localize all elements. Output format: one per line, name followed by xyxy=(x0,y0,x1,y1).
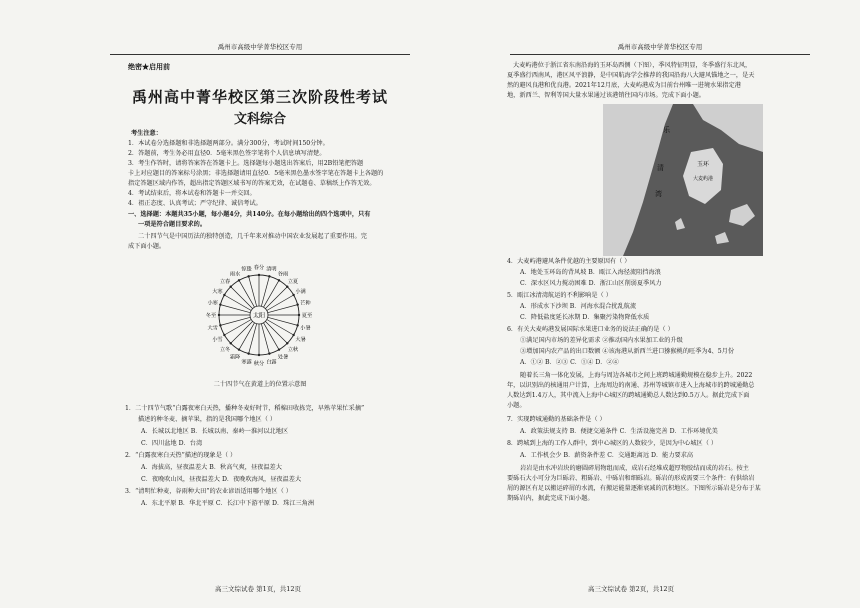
question-options: A．长城以北地区 B．长城以南、秦岭一淮河以北地区 xyxy=(141,428,289,435)
term-point xyxy=(223,334,225,336)
solar-term-label: 寒露 xyxy=(241,359,252,366)
question-text: 6．有关大麦屿港发展国际水果进口业务的说法正确的是（ ） xyxy=(507,326,674,333)
passage-text: 小题。 xyxy=(507,402,526,409)
passage-text: 地，新西兰、智利等国大量水果通过该港销往国内市场。完成下面小题。 xyxy=(507,92,705,99)
term-point xyxy=(292,334,294,336)
term-point xyxy=(247,352,249,354)
wheel-spoke xyxy=(268,305,298,313)
notice-line: 4．考试结束后，将本试卷和答题卡一并交回。 xyxy=(128,190,256,197)
solar-term-label: 白露 xyxy=(266,359,277,366)
solar-term-label: 夏至 xyxy=(301,313,313,319)
term-point xyxy=(258,354,260,356)
solar-term-label: 立秋 xyxy=(287,346,299,353)
question-text: 5．瓯江冰清湾航运的不利影响是（ ） xyxy=(507,292,612,299)
header-rule xyxy=(110,54,410,55)
solar-term-label: 小寒 xyxy=(207,300,218,307)
map-label: 湾 xyxy=(655,190,662,198)
header-rule xyxy=(510,54,810,55)
solar-term-label: 春分 xyxy=(253,265,265,271)
term-point xyxy=(298,314,300,316)
question-options: C．夜晚吹山风，昼夜温差大 D．夜晚吹海风，昼夜温差大 xyxy=(141,476,302,483)
passage-text: 屑的源区有足以搬运碎屑的水流，有搬运能量逐渐衰减的沉积地区。下图所示砾岩是分布于某 xyxy=(507,485,761,492)
solar-term-label: 冬至 xyxy=(205,313,217,319)
term-point xyxy=(238,348,240,350)
wheel-spoke xyxy=(261,324,269,354)
term-point xyxy=(286,342,288,344)
notice-line: 4．祖正态度、认真考试；严守纪律、诚信考试。 xyxy=(128,200,262,207)
wheel-spoke xyxy=(249,324,257,354)
passage-text: 岩岩是由水冲岩块的磨圆碎屑物组而成，成岩石经堆成超厚物胶结而成的岩石。按主 xyxy=(520,465,749,472)
term-point xyxy=(230,286,232,288)
solar-term-label: 立春 xyxy=(219,279,231,286)
solar-term-label: 霜降 xyxy=(229,354,241,361)
notice-heading: 考生注意： xyxy=(131,130,162,137)
question-options: A．工作机会少 B．薪资条件差 C．交通距离远 D．能力要求高 xyxy=(520,452,694,459)
solar-terms-wheel xyxy=(205,257,313,373)
term-point xyxy=(258,274,260,276)
term-point xyxy=(296,303,298,305)
map-label: 大麦屿港 xyxy=(693,176,714,182)
question-options: ①满足国内市场的差异化需求 ②推动国内水果加工业的升级 xyxy=(520,337,683,344)
term-point xyxy=(218,314,220,316)
solar-term-label: 立冬 xyxy=(219,346,231,353)
passage-text: 然的避风良港和优良港。2021年12月底，大麦屿港成为目前台州唯一进境水果指定港 xyxy=(507,82,741,89)
section-heading-cont: 一项是符合题目要求的。 xyxy=(138,221,207,228)
term-point xyxy=(268,275,270,277)
notice-line: 2．答题前，考生务必用直径0．5毫米黑色签字笔将个人信息填写清楚。 xyxy=(128,150,326,157)
solar-term-label: 雨水 xyxy=(229,271,241,278)
wheel-spoke xyxy=(249,276,257,306)
question-text: 8．跨城到上海的工作人群中，到中心城区的人数较少，是因为中心城区（ ） xyxy=(507,440,718,447)
solar-term-label: 大暑 xyxy=(295,337,306,343)
passage-text: 随着长三角一体化发展，上海与周边各城市之间上班跨城通勤规模在稳步上升。2022 xyxy=(520,372,753,379)
question-text: 4．大麦屿港避风条件优越的主要原因有（ ） xyxy=(507,258,631,265)
map-label: 乐 xyxy=(663,126,670,134)
term-point xyxy=(219,303,221,305)
solar-term-label: 芒种 xyxy=(300,300,311,307)
solar-term-label: 清明 xyxy=(266,266,277,273)
exam-title: 禹州高中菁华校区第三次阶段性考试 xyxy=(131,88,388,106)
intro-text: 成下面小题。 xyxy=(128,243,166,250)
term-point xyxy=(268,352,270,354)
passage-text: 人数达到1.4万人，其中流入上海中心城区的跨城通勤总人数达到0.5万人。据此完成下面 xyxy=(507,392,750,399)
page-footer: 高三文综试卷 第1页，共12页 xyxy=(215,585,301,593)
notice-line: 1．本试卷分选择题和非选择题两部分。满分300分，考试时间150分钟。 xyxy=(128,140,329,147)
term-point xyxy=(219,324,221,326)
term-point xyxy=(247,275,249,277)
wheel-spoke xyxy=(268,317,298,325)
page-header: 禹州市高级中学菁华校区专用 xyxy=(617,43,703,51)
passage-text: 期砾岩内，据此完成下面小题。 xyxy=(507,495,594,502)
passage-text: 要砾石大小可分为巨砾岩、粗砾岩、中砾岩和细砾岩。砾岩的形成需要三个条件：有供给岩 xyxy=(507,475,755,482)
wheel-spoke xyxy=(220,305,250,313)
exam-subtitle: 文科综合 xyxy=(233,112,286,127)
solar-term-label: 小雪 xyxy=(212,337,223,343)
question-text: 1．二十四节气歌“白露夜寒白天热，播种冬麦好时节，稻棉田收拣完，早熟苹果忙采摘” xyxy=(125,405,365,412)
term-point xyxy=(278,279,280,281)
section-heading: 一、选择题：本题共35小题，每小题4分，共140分。在每小题给出的四个选项中，只有 xyxy=(128,211,371,218)
term-point xyxy=(238,279,240,281)
question-text: 7．实现跨城通勤的基础条件是（ ） xyxy=(507,416,606,423)
question-options: A．政策法规支持 B．便捷交通条件 C．生活设施完善 D．工作环境优美 xyxy=(520,428,718,435)
page-right xyxy=(430,0,860,608)
question-options: A．东北平原 B．华北平原 C．长江中下游平原 D．珠江三角洲 xyxy=(141,500,315,507)
term-point xyxy=(278,348,280,350)
question-text: 3．“清明忙种麦，谷雨种大田”的农业谚语适用哪个地区（ ） xyxy=(125,488,292,495)
solar-term-label: 立夏 xyxy=(287,279,299,286)
map-label: 清 xyxy=(657,164,664,172)
page-footer: 高三文综试卷 第2页，共12页 xyxy=(588,585,674,593)
wheel-spoke xyxy=(220,317,250,325)
question-options: C．深水区风力搅动困难 D．浙江山区削弱夏季风力 xyxy=(520,280,662,287)
intro-text: 二十四节气是中国历法的独特创造，几千年来对推动中国农业发展起了重要作用。完 xyxy=(138,233,367,240)
wheel-spoke xyxy=(261,276,269,306)
solar-term-label: 小满 xyxy=(295,289,306,295)
solar-term-label: 大雪 xyxy=(207,325,218,332)
term-point xyxy=(223,294,225,296)
question-options: A．①② B．②③ C．①④ D．②④ xyxy=(520,359,619,366)
dameiyu-port-map xyxy=(603,104,763,256)
term-point xyxy=(230,342,232,344)
solar-term-label: 大寒 xyxy=(212,289,223,295)
passage-text: 大麦屿港位于浙江省东南沿海的玉环岛西侧（下图），季风特征明显，冬季盛行东北风， xyxy=(513,62,752,69)
map-label: 玉环 xyxy=(697,161,710,168)
solar-term-label: 秋分 xyxy=(253,361,265,367)
passage-text: 年，以识别出的核通用户计算，上海周边的南通、苏州等城镇市进入上海城市的跨城通勤总 xyxy=(507,382,755,389)
question-options: C．降低盐度延长冰期 D．集聚污染物降低水质 xyxy=(520,314,650,321)
question-options: A．海拔高，昼夜温差大 B．秋高气爽，昼夜温差大 xyxy=(141,464,282,471)
question-options: A．地处玉环岛的背风坡 B．瓯江入海径流阻挡海浪 xyxy=(520,269,661,276)
secret-label: 绝密★启用前 xyxy=(128,62,170,71)
solar-term-label: 谷雨 xyxy=(277,271,289,278)
term-point xyxy=(296,324,298,326)
question-text: 描述的种冬麦、摘苹果，指的是我国哪个地区（ ） xyxy=(138,416,277,423)
notice-line: 卡上对应题目的答案标号涂黑；非选择题请用直径0．5毫米黑色墨水签字笔在答题卡上各题的 xyxy=(128,170,384,177)
sun-label: 太阳 xyxy=(252,312,266,320)
question-options: C．四川盆地 D．台湾 xyxy=(141,440,203,447)
question-options: ③增加国内农产品的出口数额 ④该海港从新西兰进口猕猴桃的旺季为4、5月份 xyxy=(520,348,735,355)
solar-term-label: 处暑 xyxy=(277,354,289,361)
notice-line: 指定答题区域内作答，超出指定答题区域书写的答案无效，在试题卷、草稿纸上作答无效。 xyxy=(128,180,376,187)
wheel-caption: 二十四节气在黄道上的位置示意图 xyxy=(213,381,307,388)
solar-term-label: 小暑 xyxy=(300,325,311,332)
question-text: 2．“白露夜寒白天热”描述的现象是（ ） xyxy=(125,452,237,459)
page-header: 禹州市高级中学菁华校区专用 xyxy=(217,43,303,51)
question-options: A．形成水下沙坝 B．河海水混合扰乱航流 xyxy=(520,303,637,310)
passage-text: 夏季盛行西南风，港区风平浪静，是中国航海学会推荐的我国沿海八大避风锚地之一，是天 xyxy=(507,72,755,79)
notice-line: 3．考生作答时，请将答案答在答题卡上。选择题每小题选出答案后，用2B铅笔把答题 xyxy=(128,160,364,167)
term-point xyxy=(286,286,288,288)
solar-term-label: 惊蛰 xyxy=(241,266,252,273)
